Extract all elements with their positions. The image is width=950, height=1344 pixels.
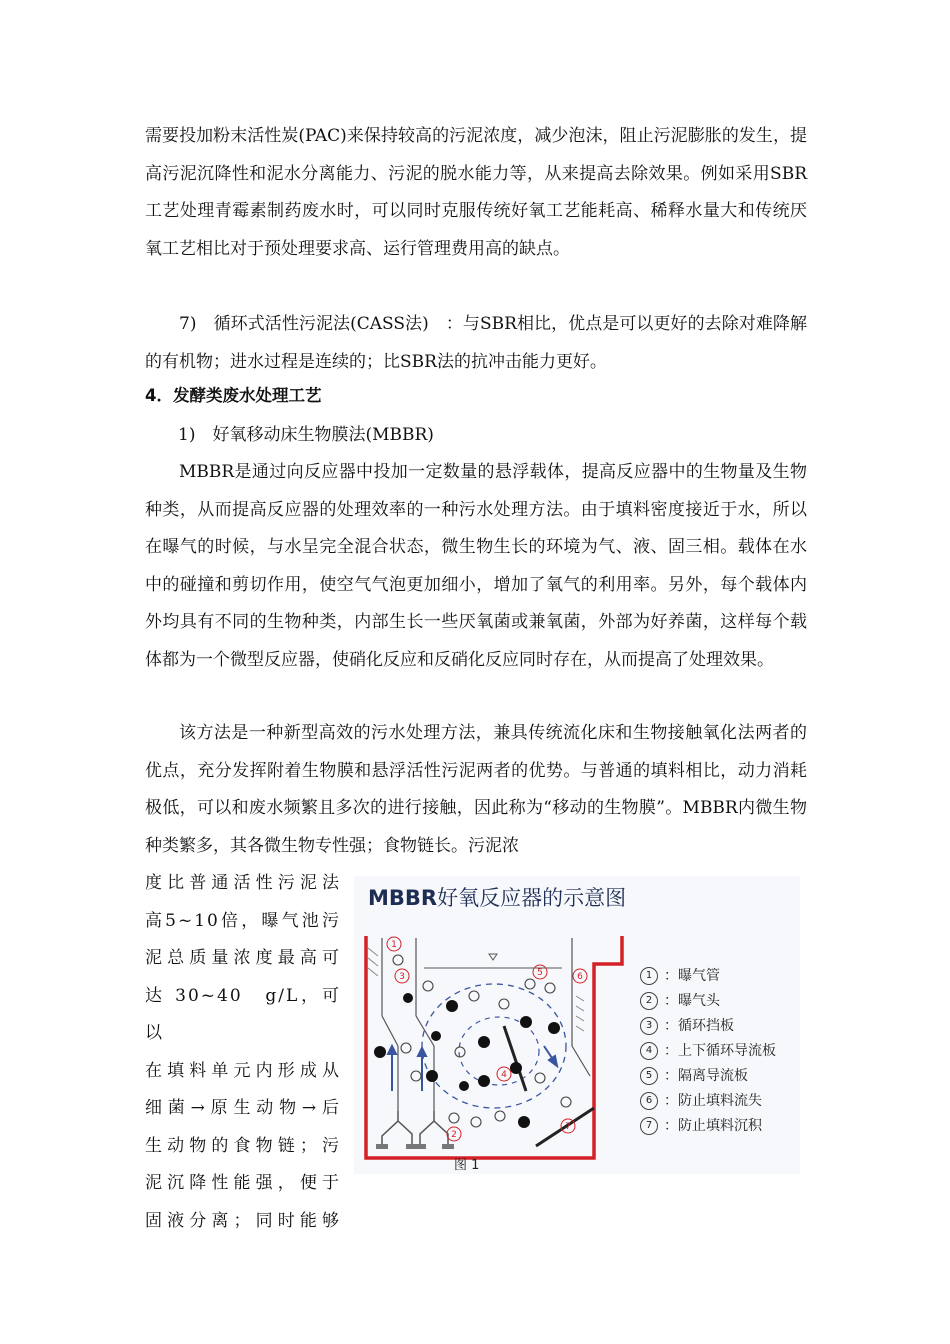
diagram-label-1: 1 [391,940,397,950]
diagram-label-7: 7 [565,1122,571,1132]
legend-item: 6 ：防止填料流失 [640,1089,776,1114]
figure-caption: 图 1 [454,1158,480,1173]
diagram-label-5: 5 [537,968,543,978]
subheading-mbbr: 1) 好氧移动床生物膜法(MBBR) [178,425,434,445]
legend-item: 3 ：循环挡板 [640,1014,776,1039]
side-line: 度比普通活性污泥法 [145,873,341,893]
figure-legend [640,964,776,1139]
diagram-label-6: 6 [577,972,583,982]
side-line: 达 30~40 g/L，可以 [145,985,341,1043]
side-line: 在填料单元内形成从 [145,1060,341,1081]
side-line: 细菌→原生动物→后 [145,1098,341,1118]
diagram-label-2: 2 [451,1130,457,1140]
figure-title: MBBR好氧反应器的示意图 [368,886,627,910]
legend-item: 5 ：隔离导流板 [640,1064,776,1089]
legend-item: 7 ：防止填料沉积 [640,1114,776,1139]
diagram-label-4: 4 [501,1070,507,1080]
legend-item: 4 ：上下循环导流板 [640,1039,776,1064]
paragraph-mbbr-advantages: 该方法是一种新型高效的污水处理方法，兼具传统流化床和生物接触氧化法两者的优点，充分发挥附着生物膜和悬浮活性污泥两者的优势。与普通的填料相比，动力消耗极低，可以和废水频繁且多次的进行接触，因此称为“移动的生物膜”。MBBR内微生物种类繁多，其各微生物专性强；食物链长。污泥浓 [145,723,807,856]
side-line: 高5~10倍，曝气池污 [145,910,341,931]
legend-item: 2 ：曝气头 [640,989,776,1014]
side-text-column [145,865,341,1240]
paragraph-mbbr-intro: MBBR是通过向反应器中投加一定数量的悬浮载体，提高反应器中的生物量及生物种类，从而提高反应器的处理效率的一种污水处理方法。由于填料密度接近于水，所以在曝气的时候，与水呈完全混合状态，微生物生长的环境为气、液、固三相。载体在水中的碰撞和剪切作用，使空气气泡更加细小，增加了氧气的利用率。另外，每个载体内外均具有不同的生物种类，内部生长一些厌氧菌或兼氧菌，外部为好养菌，这样每个载体都为一个微型反应器，使硝化反应和反硝化反应同时存在，从而提高了处理效果。 [145,462,807,670]
paragraph-cass: 7) 循环式活性污泥法(CASS法) ：与SBR相比，优点是可以更好的去除对难降解的有机物；进水过程是连续的；比SBR法的抗冲击能力更好。 [145,314,807,372]
side-line: 泥沉降性能强，便于 [145,1173,341,1193]
legend-item: 1 ：曝气管 [640,964,776,989]
diagram-label-3: 3 [399,972,405,982]
mbbr-figure [354,876,800,1174]
paragraph-pac: 需要投加粉末活性炭(PAC)来保持较高的污泥浓度，减少泡沫，阻止污泥膨胀的发生，提高污泥沉降性和泥水分离能力、污泥的脱水能力等，从来提高去除效果。例如采用SBR工艺处理青霉素制药废水时，可以同时克服传统好氧工艺能耗高、稀释水量大和传统厌氧工艺相比对于预处理要求高、运行管理费用高的缺点。 [145,126,807,259]
section-heading: 4．发酵类废水处理工艺 [145,386,322,405]
side-line: 生动物的食物链；污 [145,1135,341,1156]
side-line: 固液分离；同时能够 [145,1210,341,1231]
side-line: 泥总质量浓度最高可 [145,948,341,968]
